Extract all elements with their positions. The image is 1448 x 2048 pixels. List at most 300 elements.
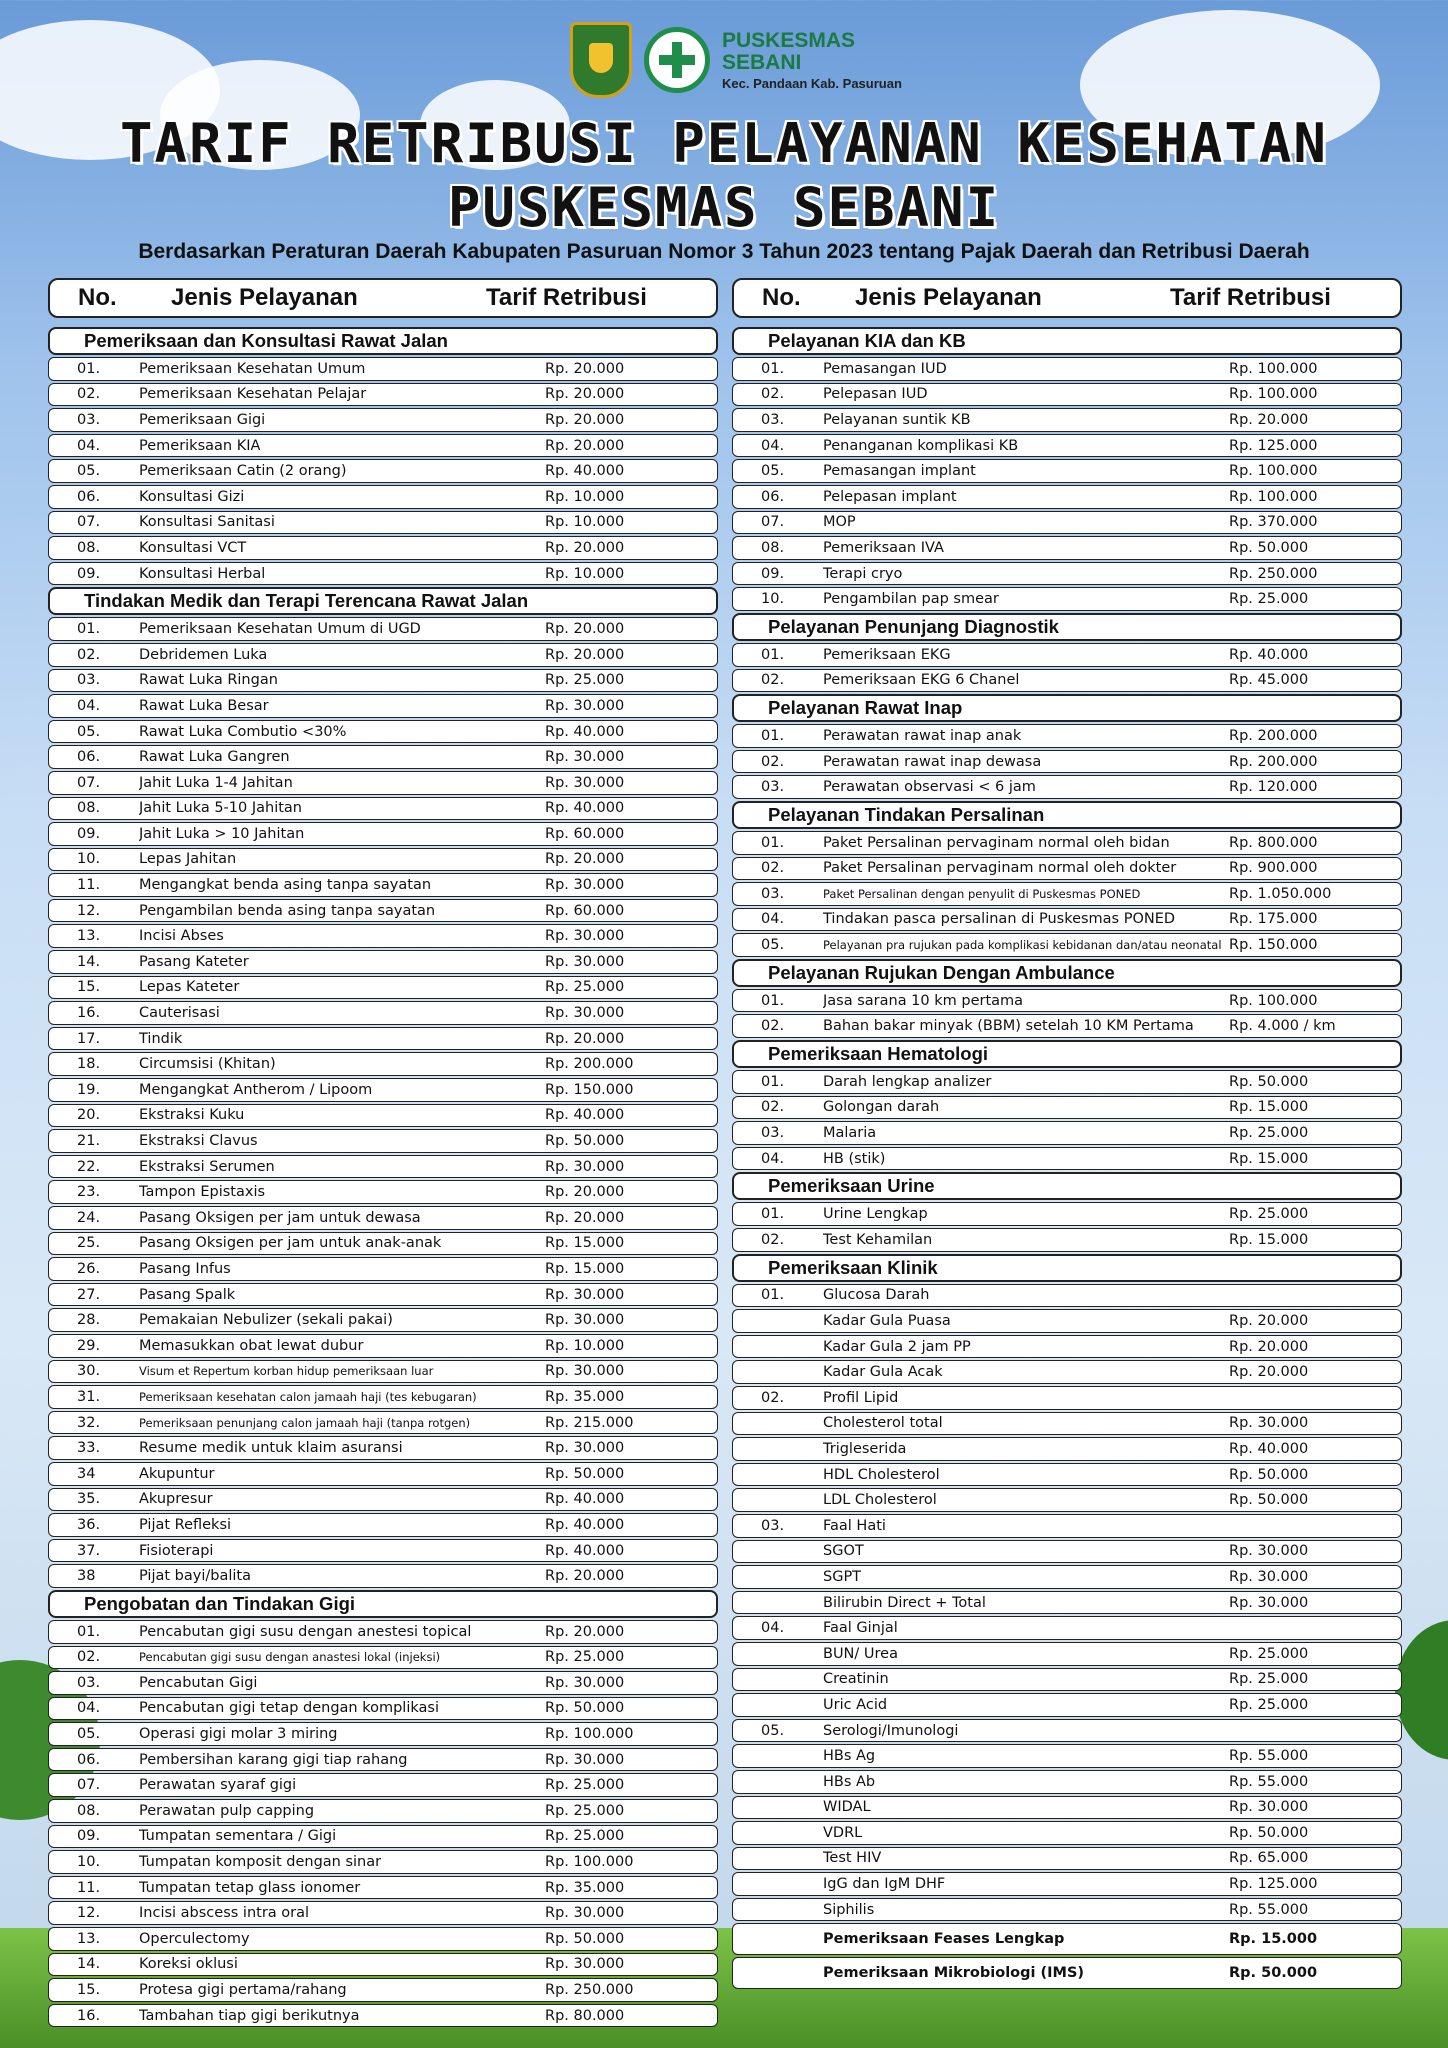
regency-crest-icon: [570, 22, 632, 98]
service-price: Rp. 30.000: [545, 1005, 625, 1022]
tariff-row: [48, 1027, 718, 1051]
service-name: Konsultasi Sanitasi: [139, 514, 275, 531]
service-name: Pelepasan IUD: [823, 386, 928, 403]
row-number: 06.: [761, 488, 785, 505]
service-name: Rawat Luka Besar: [139, 697, 269, 714]
service-name: HBs Ag: [823, 1748, 876, 1765]
service-name: Visum et Repertum korban hidup pemeriksaan luar: [139, 1364, 434, 1379]
tariff-row: [732, 459, 1402, 483]
service-price: Rp. 40.000: [545, 1491, 625, 1508]
service-price: Rp. 30.000: [545, 1674, 625, 1691]
service-name: Siphilis: [823, 1901, 875, 1918]
service-name: Rawat Luka Ringan: [139, 672, 278, 689]
row-number: 31.: [77, 1388, 101, 1405]
service-price: Rp. 20.000: [545, 851, 625, 868]
row-number: 26.: [77, 1260, 101, 1277]
service-name: Lepas Kateter: [139, 979, 240, 996]
service-price: Rp. 250.000: [1229, 565, 1318, 582]
tariff-row: [732, 1070, 1402, 1094]
tariff-row: [732, 1540, 1402, 1564]
service-price: Rp. 50.000: [1229, 1824, 1309, 1841]
row-number: 02.: [761, 1018, 785, 1035]
service-name: Paket Persalinan dengan penyulit di Puskesmas PONED: [823, 886, 1141, 901]
service-price: Rp. 100.000: [545, 1726, 634, 1743]
tariff-row: [48, 1385, 718, 1409]
service-price: Rp. 30.000: [545, 877, 625, 894]
service-price: Rp. 30.000: [545, 1286, 625, 1303]
tariff-row: [732, 1335, 1402, 1359]
tariff-row: [732, 536, 1402, 560]
service-name: SGOT: [823, 1543, 864, 1560]
row-number: 01.: [761, 646, 785, 663]
row-number: 05.: [761, 937, 785, 954]
row-number: 07.: [77, 514, 101, 531]
service-name: Pembersihan karang gigi tiap rahang: [139, 1751, 408, 1768]
tariff-row: [48, 1436, 718, 1460]
row-number: 13.: [77, 928, 101, 945]
service-name: Pemakaian Nebulizer (sekali pakai): [139, 1312, 393, 1329]
service-name: Creatinin: [823, 1671, 889, 1688]
service-name: Pasang Kateter: [139, 953, 249, 970]
service-price: Rp. 20.000: [1229, 1338, 1309, 1355]
section-title: Pemeriksaan dan Konsultasi Rawat Jalan: [48, 327, 718, 355]
service-price: Rp. 40.000: [1229, 1440, 1309, 1457]
tariff-row: [48, 1155, 718, 1179]
service-name: Test Kehamilan: [823, 1231, 933, 1248]
tariff-row: [48, 1334, 718, 1358]
row-number: 02.: [761, 1099, 785, 1116]
service-name: Protesa gigi pertama/rahang: [139, 1982, 347, 1999]
service-price: Rp. 15.000: [545, 1235, 625, 1252]
row-number: 34: [77, 1465, 96, 1482]
tariff-row: [48, 1488, 718, 1512]
row-number: 18.: [77, 1056, 101, 1073]
tariff-row: [48, 1206, 718, 1230]
row-number: 02.: [77, 386, 101, 403]
service-price: Rp. 25.000: [1229, 591, 1309, 608]
service-price: Rp. 30.000: [1229, 1568, 1309, 1585]
tariff-row: [732, 989, 1402, 1013]
service-name: Urine Lengkap: [823, 1206, 928, 1223]
service-name: Pasang Spalk: [139, 1286, 236, 1303]
tariff-row: [48, 1078, 718, 1102]
tariff-row: [732, 1463, 1402, 1487]
tariff-row: [48, 1462, 718, 1486]
tariff-row: [48, 1620, 718, 1644]
row-number: 02.: [761, 1231, 785, 1248]
service-price: Rp. 30.000: [545, 953, 625, 970]
service-price: Rp. 50.000: [1229, 1965, 1318, 1982]
tariff-row: [732, 669, 1402, 693]
row-number: 10.: [761, 591, 785, 608]
row-number: 09.: [77, 1828, 101, 1845]
service-price: Rp. 25.000: [545, 1802, 625, 1819]
row-number: 04.: [77, 437, 101, 454]
row-number: 15.: [77, 1982, 101, 1999]
row-number: 08.: [761, 539, 785, 556]
row-number: 36.: [77, 1516, 101, 1533]
service-name: Paket Persalinan pervaginam normal oleh bidan: [823, 834, 1170, 851]
service-price: Rp. 40.000: [545, 723, 625, 740]
service-name: Ekstraksi Clavus: [139, 1133, 258, 1150]
tariff-row: [732, 511, 1402, 535]
service-price: Rp. 20.000: [545, 1568, 625, 1585]
service-name: Tindakan pasca persalinan di Puskesmas PONED: [823, 911, 1176, 928]
service-price: Rp. 35.000: [545, 1388, 625, 1405]
row-number: 27.: [77, 1286, 101, 1303]
tariff-row: [48, 1722, 718, 1746]
tariff-row: [48, 745, 718, 769]
service-name: Akupuntur: [139, 1465, 215, 1482]
tariff-row: [48, 1308, 718, 1332]
tariff-row: [732, 1744, 1402, 1768]
header: [0, 0, 1448, 270]
service-name: SGPT: [823, 1568, 862, 1585]
service-price: Rp. 100.000: [1229, 463, 1318, 480]
service-price: Rp. 100.000: [1229, 488, 1318, 505]
tariff-row: [732, 1770, 1402, 1794]
row-number: 09.: [77, 825, 101, 842]
service-name: Profil Lipid: [823, 1389, 899, 1406]
service-price: Rp. 50.000: [1229, 539, 1309, 556]
service-price: Rp. 20.000: [545, 411, 625, 428]
row-number: 11.: [77, 1879, 101, 1896]
service-name: Perawatan pulp capping: [139, 1802, 315, 1819]
service-price: Rp. 40.000: [545, 1542, 625, 1559]
tariff-row: [48, 408, 718, 432]
service-price: Rp. 125.000: [1229, 437, 1318, 454]
service-price: Rp. 25.000: [1229, 1125, 1309, 1142]
service-name: Pasang Oksigen per jam untuk anak-anak: [139, 1235, 442, 1252]
service-name: Tindik: [139, 1030, 183, 1047]
tariff-row: [732, 1147, 1402, 1171]
tariff-row: [48, 1257, 718, 1281]
tree-decoration: [1395, 1620, 1448, 1760]
service-name: Mengangkat benda asing tanpa sayatan: [139, 877, 432, 894]
row-number: 07.: [761, 514, 785, 531]
tariff-row: [732, 1412, 1402, 1436]
service-price: Rp. 30.000: [1229, 1799, 1309, 1816]
tariff-row: [732, 587, 1402, 611]
tariff-row: [732, 1693, 1402, 1717]
puskesmas-line1: PUSKESMAS: [722, 28, 856, 52]
row-number: 13.: [77, 1930, 101, 1947]
regulation-subtitle: Berdasarkan Peraturan Daerah Kabupaten Pasuruan Nomor 3 Tahun 2023 tentang Pajak Daerah dan Retribusi Daerah: [138, 240, 1310, 263]
service-price: Rp. 65.000: [1229, 1850, 1309, 1867]
tariff-row: [48, 1748, 718, 1772]
service-name: Kadar Gula 2 jam PP: [823, 1338, 971, 1355]
service-name: Rawat Luka Combutio <30%: [139, 723, 347, 740]
page-title-line2: PUSKESMAS SEBANI: [447, 176, 1001, 239]
row-number: 29.: [77, 1337, 101, 1354]
row-number: 15.: [77, 979, 101, 996]
service-price: Rp. 30.000: [545, 1158, 625, 1175]
service-price: Rp. 60.000: [545, 902, 625, 919]
service-price: Rp. 50.000: [545, 1930, 625, 1947]
tariff-row: [48, 924, 718, 948]
service-price: Rp. 15.000: [545, 1260, 625, 1277]
row-number: 09.: [77, 565, 101, 582]
service-price: Rp. 10.000: [545, 1337, 625, 1354]
service-price: Rp. 20.000: [545, 539, 625, 556]
service-price: Rp. 20.000: [1229, 411, 1309, 428]
service-price: Rp. 30.000: [545, 774, 625, 791]
service-name: Pemeriksaan kesehatan calon jamaah haji (tes kebugaran): [139, 1389, 477, 1404]
row-number: 12.: [77, 902, 101, 919]
service-price: Rp. 200.000: [1229, 727, 1318, 744]
tariff-row: [732, 1096, 1402, 1120]
tariff-row: [732, 1591, 1402, 1615]
service-price: Rp. 20.000: [545, 646, 625, 663]
service-name: Paket Persalinan pervaginam normal oleh dokter: [823, 860, 1177, 877]
service-price: Rp. 150.000: [1229, 937, 1318, 954]
tariff-row: [48, 669, 718, 693]
service-name: Pasang Oksigen per jam untuk dewasa: [139, 1209, 421, 1226]
section-title: Pemeriksaan Urine: [732, 1172, 1402, 1200]
row-number: 16.: [77, 2007, 101, 2024]
tariff-row: [732, 383, 1402, 407]
service-name: HDL Cholesterol: [823, 1466, 940, 1483]
section-title: Pemeriksaan Klinik: [732, 1254, 1402, 1282]
service-price: Rp. 20.000: [545, 1623, 625, 1640]
row-number: 01.: [77, 621, 101, 638]
service-price: Rp. 15.000: [1229, 1150, 1309, 1167]
service-name: Faal Hati: [823, 1517, 886, 1534]
service-price: Rp. 15.000: [1229, 1231, 1309, 1248]
row-number: 21.: [77, 1133, 101, 1150]
row-number: 17.: [77, 1030, 101, 1047]
tariff-row: [48, 1927, 718, 1951]
row-number: 06.: [77, 1751, 101, 1768]
service-name: Koreksi oklusi: [139, 1956, 238, 1973]
service-name: Pemeriksaan Kesehatan Umum: [139, 360, 366, 377]
tariff-row: [732, 1121, 1402, 1145]
section-title: Pengobatan dan Tindakan Gigi: [48, 1590, 718, 1618]
service-name: Pemeriksaan IVA: [823, 539, 944, 556]
row-number: 03.: [761, 779, 785, 796]
row-number: 24.: [77, 1209, 101, 1226]
tariff-row: [48, 1001, 718, 1025]
row-number: 04.: [761, 911, 785, 928]
tariff-row: [732, 1309, 1402, 1333]
row-number: 03.: [77, 1674, 101, 1691]
row-number: 11.: [77, 877, 101, 894]
row-number: 07.: [77, 774, 101, 791]
service-price: Rp. 50.000: [545, 1700, 625, 1717]
tariff-row: [48, 1052, 718, 1076]
tariff-row: [48, 562, 718, 586]
row-number: 02.: [77, 1649, 101, 1666]
service-price: Rp. 25.000: [545, 979, 625, 996]
tariff-row: [732, 1668, 1402, 1692]
row-number: 08.: [77, 800, 101, 817]
tariff-row: [732, 1565, 1402, 1589]
row-number: 12.: [77, 1905, 101, 1922]
service-name: Akupresur: [139, 1491, 213, 1508]
service-price: Rp. 45.000: [1229, 672, 1309, 689]
row-number: 20.: [77, 1107, 101, 1124]
row-number: 05.: [77, 463, 101, 480]
service-name: Pasang Infus: [139, 1260, 231, 1277]
tariff-row: [48, 1850, 718, 1874]
row-number: 23.: [77, 1184, 101, 1201]
section-title: Pelayanan Tindakan Persalinan: [732, 801, 1402, 829]
row-number: 38: [77, 1568, 96, 1585]
row-number: 01.: [761, 360, 785, 377]
tariff-row: [48, 1180, 718, 1204]
service-name: Jahit Luka 1-4 Jahitan: [139, 774, 293, 791]
tariff-row: [48, 1283, 718, 1307]
service-name: Pijat Refleksi: [139, 1516, 232, 1533]
service-price: Rp. 15.000: [1229, 1931, 1318, 1948]
service-name: Test HIV: [823, 1850, 882, 1867]
row-number: 08.: [77, 539, 101, 556]
service-price: Rp. 20.000: [545, 386, 625, 403]
service-price: Rp. 25.000: [1229, 1696, 1309, 1713]
service-price: Rp. 25.000: [545, 1777, 625, 1794]
service-name: Pemeriksaan EKG: [823, 646, 951, 663]
service-name: Pemeriksaan Mikrobiologi (IMS): [823, 1965, 1085, 1982]
service-name: Konsultasi Herbal: [139, 565, 266, 582]
service-price: Rp. 10.000: [545, 514, 625, 531]
tariff-row: [732, 1796, 1402, 1820]
service-price: Rp. 30.000: [1229, 1543, 1309, 1560]
tariff-row: [48, 1697, 718, 1721]
service-name: Uric Acid: [823, 1696, 888, 1713]
tariff-row: [732, 408, 1402, 432]
row-number: 03.: [761, 1125, 785, 1142]
service-name: LDL Cholesterol: [823, 1492, 937, 1509]
service-price: Rp. 50.000: [1229, 1492, 1309, 1509]
tariff-row: [48, 643, 718, 667]
row-number: 22.: [77, 1158, 101, 1175]
service-price: Rp. 900.000: [1229, 860, 1318, 877]
tariff-row: [732, 1514, 1402, 1538]
service-price: Rp. 370.000: [1229, 514, 1318, 531]
service-price: Rp. 4.000 / km: [1229, 1018, 1336, 1035]
service-price: Rp. 250.000: [545, 1982, 634, 1999]
section-title: Pelayanan KIA dan KB: [732, 327, 1402, 355]
service-name: Pengambilan benda asing tanpa sayatan: [139, 902, 436, 919]
row-number: 32.: [77, 1414, 101, 1431]
service-name: Debridemen Luka: [139, 646, 268, 663]
header-no: No.: [78, 284, 117, 311]
row-number: 06.: [77, 488, 101, 505]
column-header: [48, 278, 718, 318]
service-price: Rp. 215.000: [545, 1414, 634, 1431]
service-price: Rp. 50.000: [545, 1465, 625, 1482]
row-number: 37.: [77, 1542, 101, 1559]
service-price: Rp. 25.000: [1229, 1671, 1309, 1688]
service-price: Rp. 55.000: [1229, 1748, 1309, 1765]
service-name: Pencabutan gigi susu dengan anestesi topical: [139, 1623, 472, 1640]
service-price: Rp. 100.000: [1229, 992, 1318, 1009]
tariff-row: [732, 724, 1402, 748]
service-price: Rp. 25.000: [545, 672, 625, 689]
tariff-row: [48, 1978, 718, 2002]
service-price: Rp. 35.000: [545, 1879, 625, 1896]
service-price: Rp. 30.000: [545, 1440, 625, 1457]
service-name: IgG dan IgM DHF: [823, 1876, 946, 1893]
service-name: Incisi abscess intra oral: [139, 1905, 310, 1922]
service-price: Rp. 30.000: [545, 1956, 625, 1973]
row-number: 08.: [77, 1802, 101, 1819]
tariff-row: [48, 1876, 718, 1900]
service-name: Jahit Luka 5-10 Jahitan: [139, 800, 302, 817]
service-name: Bahan bakar minyak (BBM) setelah 10 KM Pertama: [823, 1018, 1194, 1035]
service-name: Pijat bayi/balita: [139, 1568, 251, 1585]
tariff-row: [48, 485, 718, 509]
service-price: Rp. 800.000: [1229, 834, 1318, 851]
tariff-row: [732, 1488, 1402, 1512]
row-number: 10.: [77, 1854, 101, 1871]
tariff-row: [732, 357, 1402, 381]
service-price: Rp. 20.000: [545, 437, 625, 454]
service-name: HB (stik): [823, 1150, 886, 1167]
section-title: Tindakan Medik dan Terapi Terencana Rawat Jalan: [48, 587, 718, 615]
service-name: Pelayanan pra rujukan pada komplikasi kebidanan dan/atau neonatal: [823, 938, 1222, 953]
left-column: [48, 278, 718, 2029]
tariff-row: [732, 1642, 1402, 1666]
right-column: [732, 278, 1402, 1991]
row-number: 01.: [77, 360, 101, 377]
service-name: Resume medik untuk klaim asuransi: [139, 1440, 403, 1457]
section-title: Pelayanan Rawat Inap: [732, 694, 1402, 722]
service-name: Pelayanan suntik KB: [823, 411, 971, 428]
header-jenis: Jenis Pelayanan: [171, 284, 358, 311]
service-name: Tumpatan komposit dengan sinar: [139, 1854, 382, 1871]
service-name: Pelepasan implant: [823, 488, 957, 505]
tariff-row: [48, 1564, 718, 1588]
service-name: Pemeriksaan Catin (2 orang): [139, 463, 347, 480]
tariff-row: [732, 933, 1402, 957]
service-name: Tumpatan sementara / Gigi: [139, 1828, 337, 1845]
service-name: Cauterisasi: [139, 1005, 220, 1022]
tariff-row: [48, 1360, 718, 1384]
row-number: 09.: [761, 565, 785, 582]
tariff-row: [732, 1847, 1402, 1871]
row-number: 28.: [77, 1312, 101, 1329]
service-name: WIDAL: [823, 1799, 871, 1816]
service-name: Kadar Gula Puasa: [823, 1313, 951, 1330]
service-name: Konsultasi Gizi: [139, 488, 245, 505]
service-price: Rp. 25.000: [545, 1649, 625, 1666]
service-price: Rp. 20.000: [545, 621, 625, 638]
tariff-row: [732, 1386, 1402, 1410]
tariff-row: [48, 1646, 718, 1670]
service-name: Pemeriksaan EKG 6 Chanel: [823, 672, 1020, 689]
tariff-row: [48, 1104, 718, 1128]
row-number: 01.: [761, 1287, 785, 1304]
row-number: 14.: [77, 1956, 101, 1973]
tariff-row: [732, 857, 1402, 881]
service-price: Rp. 25.000: [1229, 1645, 1309, 1662]
service-price: Rp. 30.000: [545, 1363, 625, 1380]
row-number: 30.: [77, 1363, 101, 1380]
service-name: Darah lengkap analizer: [823, 1073, 992, 1090]
tariff-row: [48, 511, 718, 535]
row-number: 02.: [77, 646, 101, 663]
service-price: Rp. 40.000: [545, 1107, 625, 1124]
service-name: Perawatan observasi < 6 jam: [823, 779, 1036, 796]
puskesmas-line2: SEBANI: [722, 50, 802, 74]
row-number: 02.: [761, 1389, 785, 1406]
service-price: Rp. 175.000: [1229, 911, 1318, 928]
row-number: 03.: [761, 1517, 785, 1534]
service-price: Rp. 30.000: [545, 697, 625, 714]
tariff-row: [732, 1719, 1402, 1743]
service-name: Bilirubin Direct + Total: [823, 1594, 986, 1611]
